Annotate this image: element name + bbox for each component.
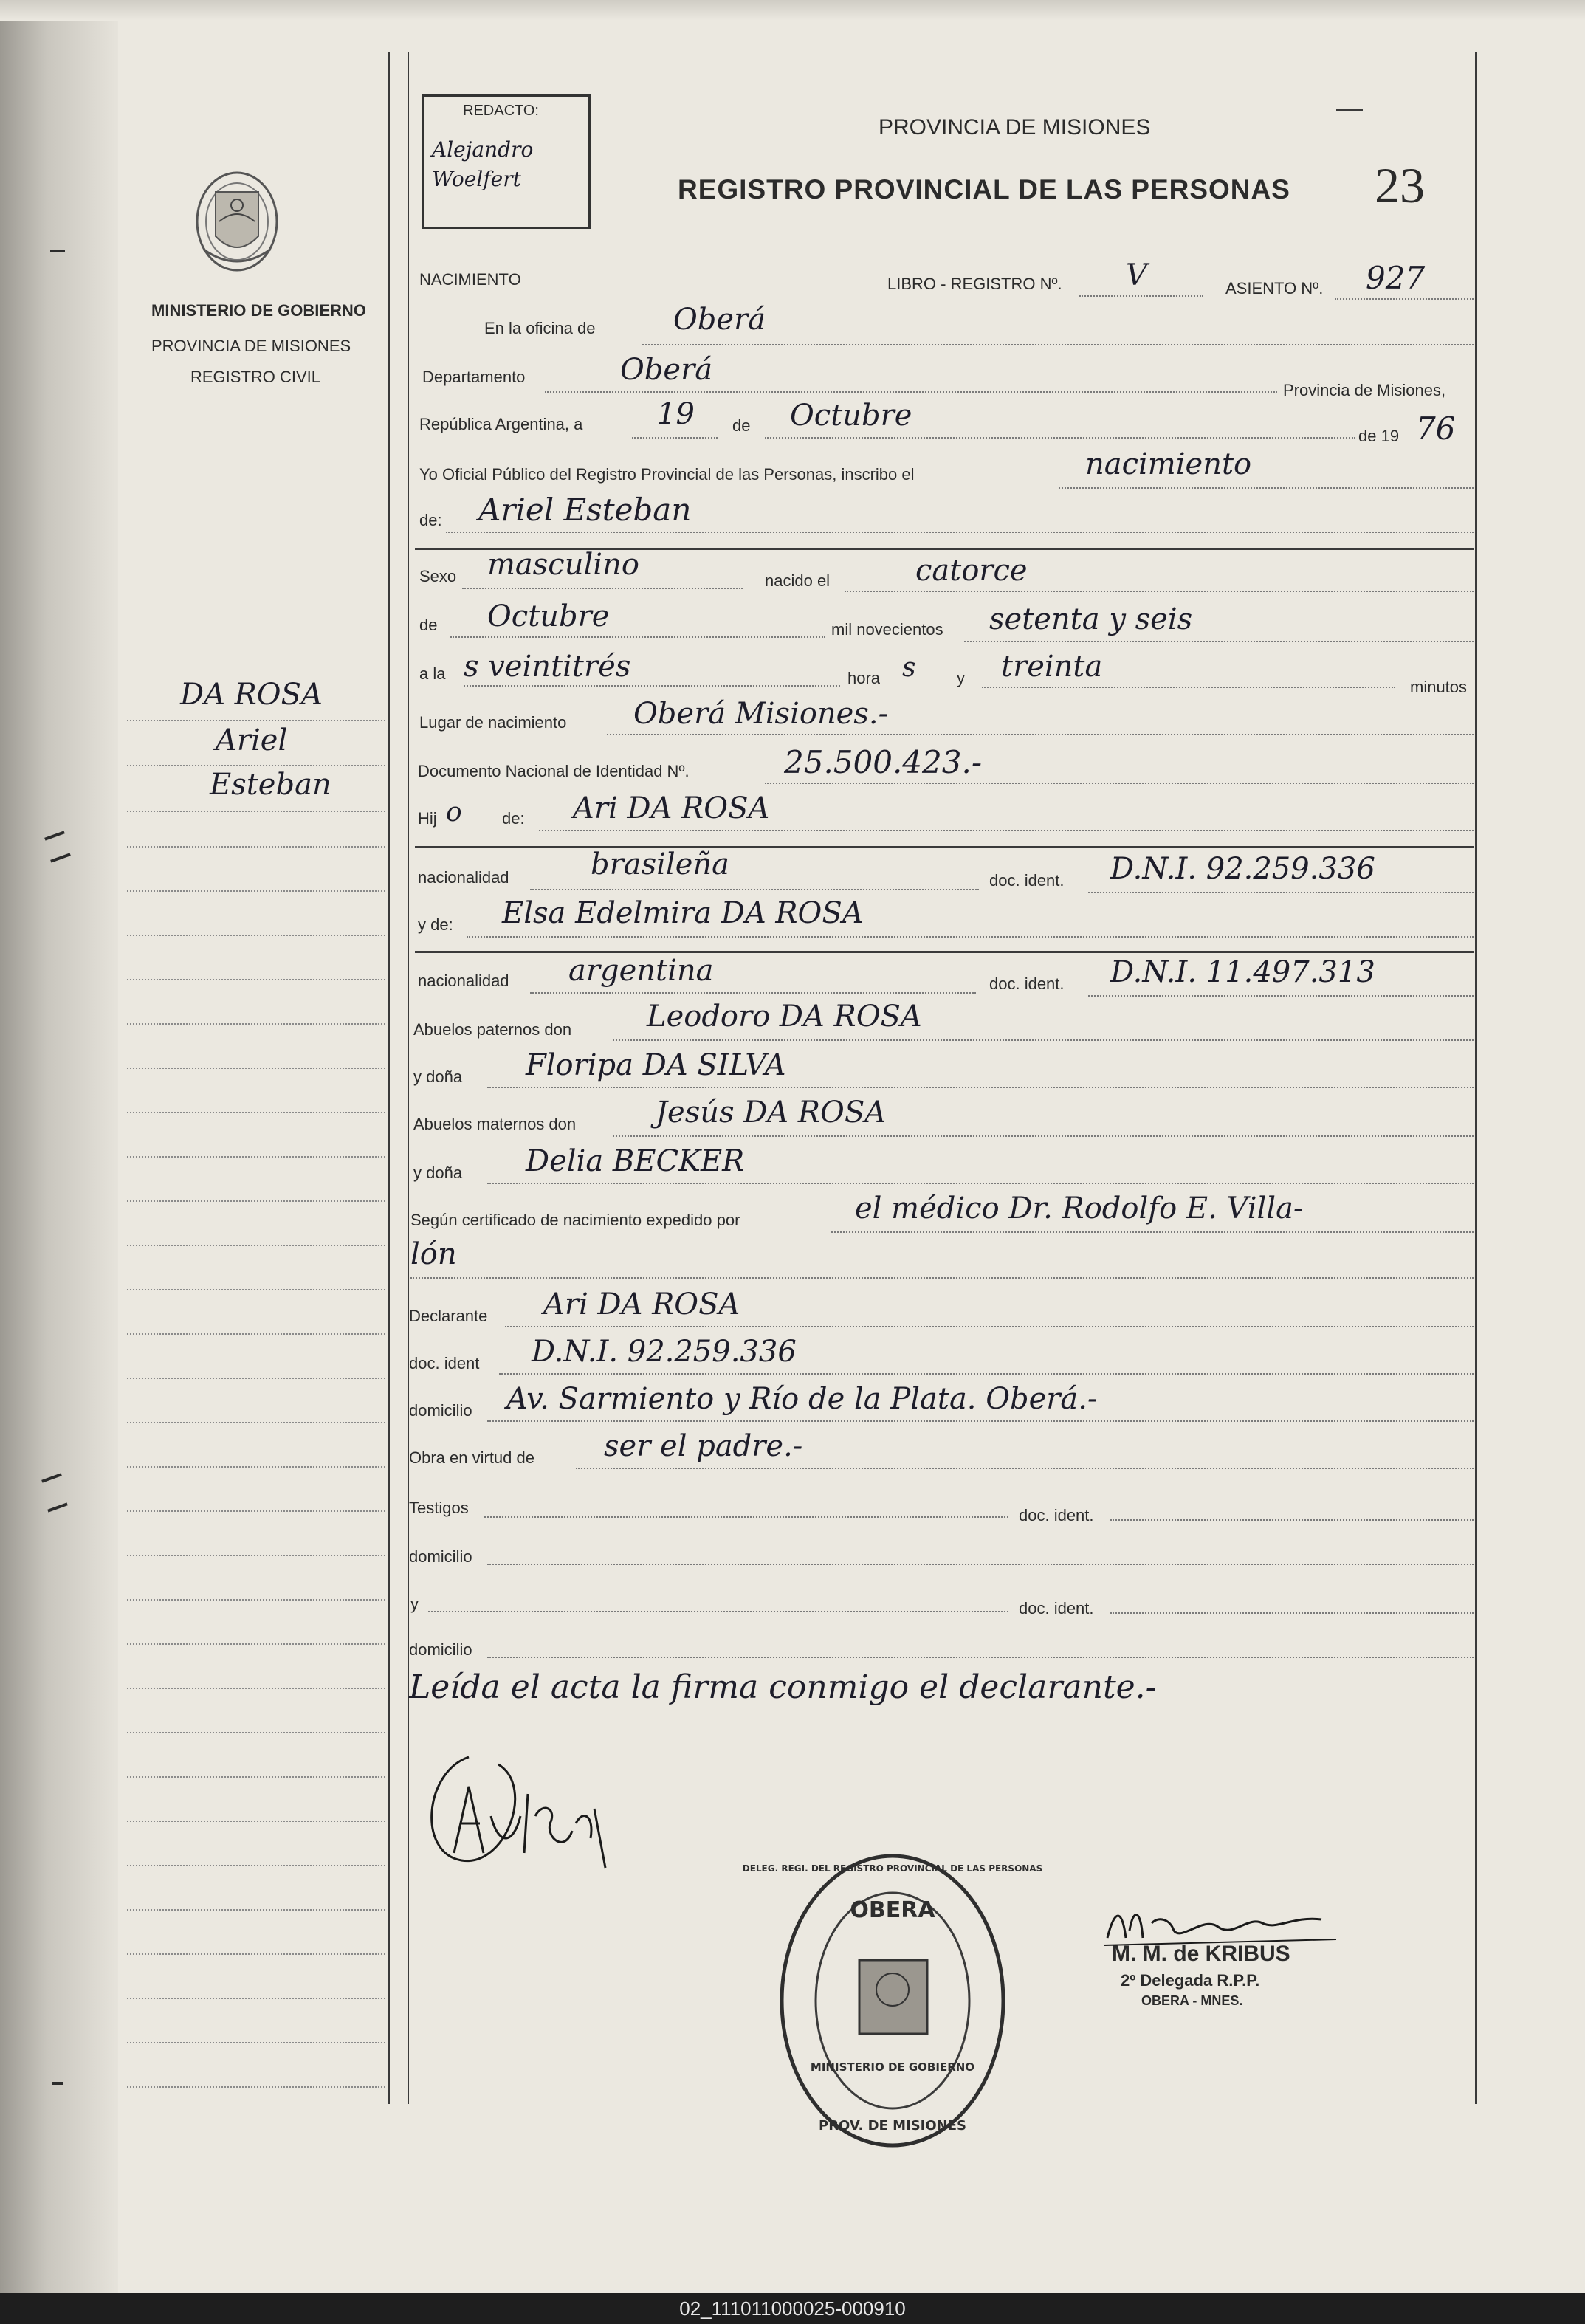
bleed-mark xyxy=(50,250,65,252)
margin-rule-line xyxy=(127,1245,385,1246)
date-year: 76 xyxy=(1416,410,1456,447)
redacto-label: REDACTO: xyxy=(463,103,539,119)
oficina-label: En la oficina de xyxy=(484,319,596,337)
hijo-label: Hij xyxy=(418,809,437,828)
name-line xyxy=(446,532,1474,533)
official-place: OBERA - MNES. xyxy=(1141,1993,1243,2008)
father-nationality: brasileña xyxy=(591,848,729,881)
certificado-line xyxy=(831,1231,1474,1233)
mother-nationality-label: nacionalidad xyxy=(418,972,509,990)
margin-rule-line xyxy=(127,1643,385,1645)
mat-gf-line xyxy=(613,1135,1474,1137)
father-nat-line xyxy=(530,889,979,890)
margin-rule-line xyxy=(127,1200,385,1202)
mother-nationality: argentina xyxy=(568,954,714,988)
margin-rule-line xyxy=(127,1289,385,1290)
margin-rule-line xyxy=(127,890,385,892)
hijo-de-label: de: xyxy=(502,809,525,828)
maternal-grandfather: Jesús DA ROSA xyxy=(656,1096,887,1130)
margin-rule-line xyxy=(127,1953,385,1955)
father-line xyxy=(539,830,1474,831)
ministry-label: MINISTERIO DE GOBIERNO xyxy=(151,301,366,320)
testigo2-domicilio-line xyxy=(487,1657,1474,1658)
y-de-label: y de: xyxy=(418,915,453,934)
official-name: M. M. de KRIBUS xyxy=(1112,1942,1290,1966)
sexo-line xyxy=(462,588,743,589)
stamp-ring: DELEG. REGI. DEL REGISTRO PROVINCIAL DE LAS PERSONAS xyxy=(742,1863,1043,1874)
year-prefix: de 19 xyxy=(1358,427,1400,445)
testigos-doc-label: doc. ident. xyxy=(1019,1506,1094,1524)
closing-statement: Leída el acta la firma conmigo el declarante.- xyxy=(409,1668,1157,1706)
margin-rule-line xyxy=(127,1510,385,1512)
margin-rule-line xyxy=(127,1112,385,1113)
departamento-label: Departamento xyxy=(422,368,526,386)
margin-rule-line xyxy=(127,1466,385,1468)
declarante-doc-label: doc. ident xyxy=(409,1354,480,1372)
margin-rule-line xyxy=(127,1776,385,1778)
testigos-line xyxy=(484,1516,1008,1518)
testigos-label: Testigos xyxy=(409,1499,469,1517)
testigo2-doc-label: doc. ident. xyxy=(1019,1599,1094,1617)
date-day: 19 xyxy=(657,397,695,431)
sexo-value: masculino xyxy=(487,548,639,582)
margin-rule-line xyxy=(127,720,385,721)
father-name: Ari DA ROSA xyxy=(573,791,770,825)
margin-rule-line xyxy=(127,1599,385,1601)
libro-line xyxy=(1079,295,1203,297)
departamento-value: Oberá xyxy=(620,353,713,387)
pat-gf-line xyxy=(613,1039,1474,1041)
dni-line xyxy=(765,783,1474,784)
margin-rule-line xyxy=(127,765,385,766)
lugar-line xyxy=(607,734,1474,735)
obra-label: Obra en virtud de xyxy=(409,1448,534,1467)
declarante-doc: D.N.I. 92.259.336 xyxy=(532,1335,797,1369)
mother-doc: D.N.I. 11.497.313 xyxy=(1110,955,1375,989)
oficial-text: Yo Oficial Público del Registro Provincial de las Personas, inscribo el xyxy=(419,465,915,484)
birth-year-line xyxy=(964,641,1474,642)
stamp-middle: MINISTERIO DE GOBIERNO xyxy=(810,2060,975,2074)
file-id-caption: 02_111011000025-000910 xyxy=(0,2293,1585,2324)
birth-year: setenta y seis xyxy=(989,602,1193,636)
testigo2-doc-line xyxy=(1110,1612,1474,1614)
hora-label: hora xyxy=(847,669,881,687)
margin-rule-line xyxy=(127,1865,385,1866)
official-stamp xyxy=(742,1849,1043,2152)
paternal-grandfather-label: Abuelos paternos don xyxy=(413,1020,572,1039)
margin-rule-line xyxy=(127,1023,385,1025)
nacido-label: nacido el xyxy=(765,571,831,590)
margin-rule-line xyxy=(127,1156,385,1158)
record-type-label: NACIMIENTO xyxy=(419,270,521,289)
bleed-mark xyxy=(52,2082,63,2085)
asiento-value: 927 xyxy=(1366,260,1426,296)
margin-rule-line xyxy=(127,1909,385,1911)
y-hora-label: y xyxy=(957,669,965,687)
mother-doc-line xyxy=(1088,995,1474,997)
testigo2-line xyxy=(428,1611,1008,1612)
obra-value: ser el padre.- xyxy=(604,1429,803,1463)
margin-rule-line xyxy=(127,1998,385,1999)
oficina-line xyxy=(642,344,1474,345)
birth-month: Octubre xyxy=(487,599,610,633)
a-las-label: a la xyxy=(419,664,446,683)
day-line xyxy=(632,437,718,439)
declarante-line xyxy=(505,1326,1474,1327)
page-top-edge xyxy=(0,0,1585,21)
margin-rule-line xyxy=(127,1555,385,1556)
minutos-line xyxy=(982,687,1395,688)
section-rule xyxy=(415,846,1474,848)
province-label-left: PROVINCIA DE MISIONES xyxy=(151,337,351,355)
margin-rule-line xyxy=(127,1378,385,1379)
mil-label: mil novecientos xyxy=(831,620,943,639)
certificado-label: Según certificado de nacimiento expedido por xyxy=(410,1211,740,1229)
margin-rule-line xyxy=(127,1333,385,1335)
maternal-grandfather-label: Abuelos maternos don xyxy=(413,1115,577,1133)
domicilio-line xyxy=(487,1420,1474,1422)
nacido-value: catorce xyxy=(915,554,1028,588)
margin-rule-line xyxy=(127,1821,385,1822)
margin-rule-line xyxy=(127,979,385,980)
nacido-line xyxy=(845,591,1474,592)
margin-note-secondname: Esteban xyxy=(210,768,331,802)
birth-month-line xyxy=(450,636,825,638)
mother-name: Elsa Edelmira DA ROSA xyxy=(502,896,864,930)
page-number: 23 xyxy=(1375,157,1425,213)
oficial-value: nacimiento xyxy=(1085,447,1252,481)
margin-rule-line xyxy=(127,1422,385,1423)
declarante-doc-line xyxy=(499,1373,1474,1375)
certificado-value: el médico Dr. Rodolfo E. Villa- xyxy=(855,1192,1304,1225)
departamento-line xyxy=(545,391,1277,393)
paternal-grandmother-label: y doña xyxy=(413,1068,463,1086)
right-rule xyxy=(1475,52,1477,2104)
paternal-grandfather: Leodoro DA ROSA xyxy=(647,1000,922,1034)
mother-doc-label: doc. ident. xyxy=(989,974,1065,993)
redacto-box xyxy=(422,94,591,229)
maternal-grandmother: Delia BECKER xyxy=(526,1144,745,1178)
dni-label: Documento Nacional de Identidad Nº. xyxy=(418,762,690,780)
domicilio-label: domicilio xyxy=(409,1401,472,1420)
minutos-value: treinta xyxy=(1001,650,1103,684)
margin-note-surname: DA ROSA xyxy=(180,678,323,712)
month-line xyxy=(765,437,1355,439)
margin-rule xyxy=(408,52,409,2104)
mat-gm-line xyxy=(487,1183,1474,1184)
header-dash xyxy=(1336,109,1363,111)
margin-rule-line xyxy=(127,2086,385,2088)
libro-value: V xyxy=(1126,258,1147,292)
oficial-line xyxy=(1059,487,1474,489)
testigo2-domicilio-label: domicilio xyxy=(409,1640,472,1659)
official-role: 2º Delegada R.P.P. xyxy=(1121,1971,1260,1990)
republica-label: República Argentina, a xyxy=(419,415,583,433)
de-label: de xyxy=(732,416,751,435)
margin-rule-line xyxy=(127,935,385,936)
oficina-value: Oberá xyxy=(673,303,766,337)
pat-gm-line xyxy=(487,1087,1474,1088)
binding-shadow xyxy=(0,0,118,2293)
margin-rule xyxy=(388,52,390,2104)
lugar-label: Lugar de nacimiento xyxy=(419,713,567,732)
redacto-name: Alejandro Woelfert xyxy=(432,137,534,191)
minutos-label: minutos xyxy=(1410,678,1468,696)
de-month-label: de xyxy=(419,616,438,634)
hora-value: s veintitrés xyxy=(464,650,631,684)
dni-value: 25.500.423.- xyxy=(784,744,983,780)
hora-s-mark: s xyxy=(902,653,916,683)
mother-line xyxy=(467,936,1474,938)
declarant-signature xyxy=(417,1742,639,1890)
child-name: Ariel Esteban xyxy=(478,492,692,528)
margin-rule-line xyxy=(127,1068,385,1069)
hijo-suffix: o xyxy=(446,797,462,828)
de-name-label: de: xyxy=(419,511,442,529)
stamp-bottom: PROV. DE MISIONES xyxy=(819,2118,966,2134)
sexo-label: Sexo xyxy=(419,567,457,585)
father-nationality-label: nacionalidad xyxy=(418,868,509,887)
section-rule xyxy=(415,951,1474,953)
mother-nat-line xyxy=(530,992,976,994)
margin-rule-line xyxy=(127,2042,385,2043)
father-doc-label: doc. ident. xyxy=(989,871,1065,890)
father-doc-line xyxy=(1088,892,1474,893)
obra-line xyxy=(576,1468,1474,1469)
registry-label: REGISTRO CIVIL xyxy=(190,368,321,386)
testigos-doc-line xyxy=(1110,1519,1474,1521)
maternal-grandmother-label: y doña xyxy=(413,1163,463,1182)
certificado-line-2 xyxy=(410,1277,1474,1279)
province-title: PROVINCIA DE MISIONES xyxy=(879,115,1151,140)
margin-rule-line xyxy=(127,1688,385,1689)
provincial-seal-icon xyxy=(171,162,303,281)
declarante-label: Declarante xyxy=(409,1307,488,1325)
testigo2-label: y xyxy=(410,1595,419,1613)
margin-rule-line xyxy=(127,811,385,812)
declarante-name: Ari DA ROSA xyxy=(543,1288,740,1321)
father-doc: D.N.I. 92.259.336 xyxy=(1110,852,1375,886)
date-month: Octubre xyxy=(790,399,912,433)
paternal-grandmother: Floripa DA SILVA xyxy=(526,1048,786,1082)
registry-title: REGISTRO PROVINCIAL DE LAS PERSONAS xyxy=(678,174,1290,204)
margin-rule-line xyxy=(127,846,385,848)
testigos-domicilio-label: domicilio xyxy=(409,1547,472,1566)
margin-note-firstname: Ariel xyxy=(216,723,288,757)
asiento-line xyxy=(1335,298,1474,300)
domicilio-value: Av. Sarmiento y Río de la Plata. Oberá.- xyxy=(506,1382,1098,1416)
libro-label: LIBRO - REGISTRO Nº. xyxy=(887,275,1062,293)
testigos-domicilio-line xyxy=(487,1564,1474,1565)
asiento-label: ASIENTO Nº. xyxy=(1225,279,1324,298)
margin-rule-line xyxy=(127,1732,385,1733)
certificado-value-cont: lón xyxy=(410,1237,457,1271)
stamp-top: OBERA xyxy=(850,1897,935,1923)
lugar-value: Oberá Misiones.- xyxy=(633,697,889,731)
provincia-suffix: Provincia de Misiones, xyxy=(1283,381,1446,399)
hora-line xyxy=(464,685,840,687)
